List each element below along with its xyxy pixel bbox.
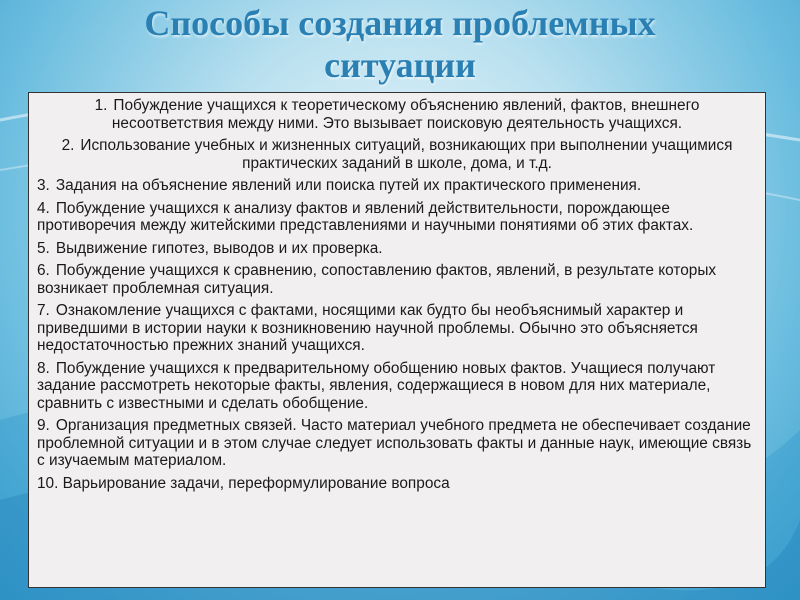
list-item-8: 8. Побуждение учащихся к предварительному обобщению новых фактов. Учащиеся получают задание рассмотреть некоторые факты, явления, содержащиеся в новом для них материале, сравнить с известными и сделать обобщение. [37,359,716,412]
list-item-7: 7. Ознакомление учащихся с фактами, носящими как будто бы необъяснимый характер и приведшими в истории науки к возникновению научной проблемы. Обычно это объясняется недостаточностью прежних знаний учащихся. [37,302,698,354]
list-item-6: 6. Побуждение учащихся к сравнению, сопоставлению фактов, явлений, в результате которых возникает проблемная ситуация. [37,262,717,297]
list-item-3: 3. Задания на объяснение явлений или поиска путей их практического применения. [37,177,642,194]
title-line-2: ситуации [324,45,476,85]
slide-title [0,2,800,86]
content-panel [28,92,766,588]
list-item-9: 9. Организация предметных связей. Часто материал учебного предмета не обеспечивает создание проблемной ситуации и в этом случае следует использовать факты и данные наук, имеющие связь с изучаемым материалом. [37,417,752,469]
list-item-5: 5. Выдвижение гипотез, выводов и их проверка. [37,239,383,257]
title-line-1: Способы создания проблемных [144,3,656,43]
list-item-10-partial: 10. Варьирование задачи, переформулирование вопроса [37,474,450,492]
list-item-2: 2. Использование учебных и жизненных ситуаций, возникающих при выполнении учащимися практических заданий в школе, дома, и т.д. [61,137,733,172]
list-item-1: 1. Побуждение учащихся к теоретическому объяснению явлений, фактов, внешнего несоответствия между ними. Это вызывает поисковую деятельность учащихся. [94,97,700,132]
list-item-4: 4. Побуждение учащихся к анализу фактов и явлений действительности, порождающее противоречия между житейскими представлениями и научными понятиями об этих фактах. [37,199,694,234]
